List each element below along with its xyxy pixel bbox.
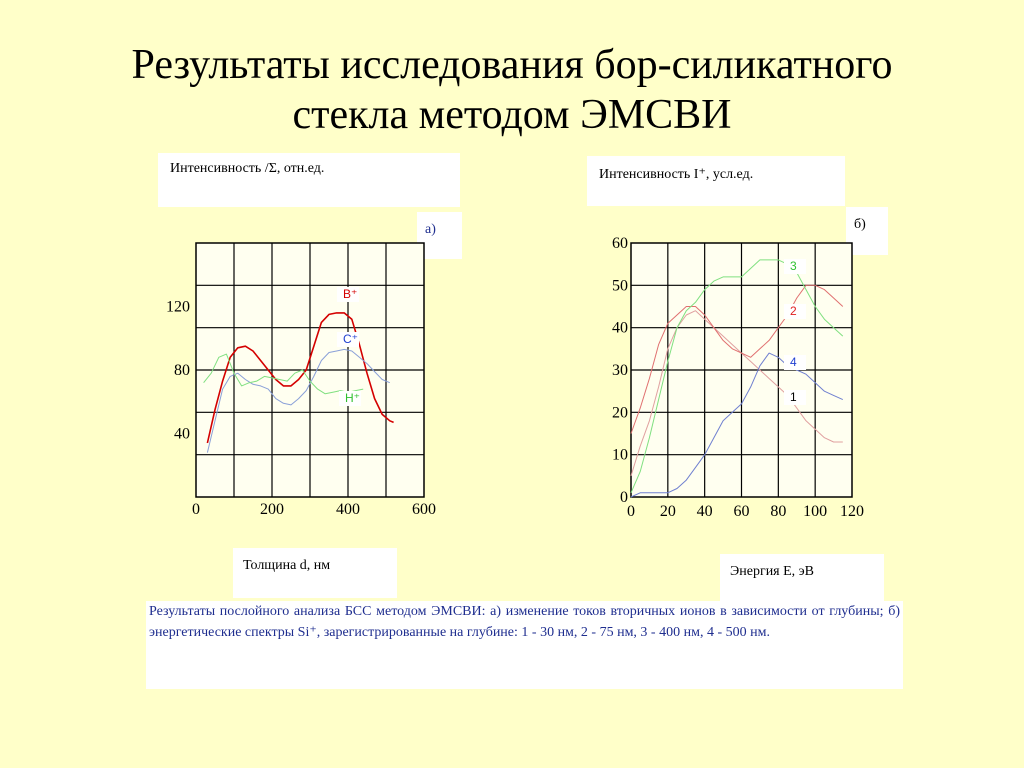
figure-caption: Результаты послойного анализа БСС методом ЭМСВИ: а) изменение токов вторичных ионов в зависимости от глубины; б) энергетические спектры Si⁺, зарегистрированные на глубине: 1 - 30 нм, 2 - 75 нм, 3 - 400 нм, 4 - 500 нм. (146, 601, 903, 689)
y-tick-label: 30 (612, 362, 628, 379)
series-label: 3 (790, 259, 797, 273)
series-label: H⁺ (345, 391, 360, 405)
chart-panel-b (612, 235, 864, 520)
y-tick-label: 60 (612, 235, 628, 252)
panel-b-xlabel: Энергия E, эВ (730, 564, 815, 579)
y-tick-label: 40 (174, 425, 190, 443)
panel-a-ylabel: Интенсивность /Σ, отн.ед. (170, 161, 325, 176)
chart-panel-a (166, 243, 436, 518)
y-tick-label: 80 (174, 362, 190, 379)
y-tick-label: 0 (620, 489, 628, 506)
y-tick-label: 10 (612, 446, 628, 464)
series-label: 4 (790, 355, 797, 369)
x-tick-label: 200 (260, 501, 284, 518)
panel-b-ylabel: Интенсивность I⁺, усл.ед. (599, 167, 754, 182)
x-tick-label: 100 (803, 503, 828, 520)
x-tick-label: 600 (412, 501, 436, 518)
series-label: B⁺ (343, 287, 358, 301)
panel-a-tag: а) (425, 222, 436, 237)
y-tick-label: 50 (612, 277, 628, 295)
x-tick-label: 400 (336, 501, 360, 518)
x-tick-label: 120 (840, 503, 864, 520)
series-label: C⁺ (343, 332, 358, 346)
x-tick-label: 0 (192, 501, 200, 518)
title-line-2: стекла методом ЭМСВИ (292, 92, 732, 138)
y-tick-label: 40 (612, 319, 628, 337)
x-tick-label: 40 (696, 503, 713, 520)
series-label: 1 (790, 390, 797, 404)
series-label: 2 (790, 304, 797, 318)
x-tick-label: 0 (627, 503, 635, 520)
title-line-1: Результаты исследования бор-силикатного (131, 42, 893, 88)
panel-b-tag: б) (854, 217, 866, 232)
x-tick-label: 80 (770, 503, 787, 520)
x-tick-label: 20 (659, 503, 676, 520)
x-tick-label: 60 (733, 503, 750, 520)
panel-a-xlabel: Толщина d, нм (243, 558, 331, 573)
y-tick-label: 120 (166, 298, 190, 316)
y-tick-label: 20 (612, 404, 628, 422)
